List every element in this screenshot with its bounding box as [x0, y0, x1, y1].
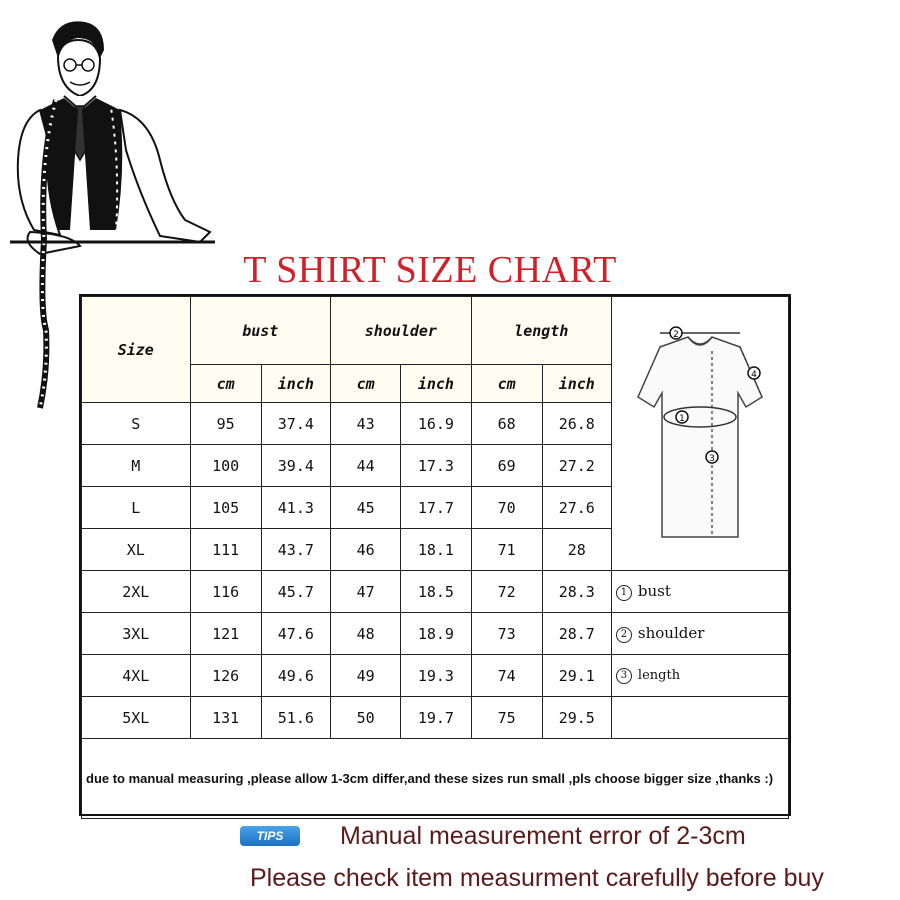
shoulder-cm-cell: 50 — [331, 697, 401, 739]
length-inch-cell: 28.7 — [542, 613, 611, 655]
shoulder-cm-cell: 47 — [331, 571, 401, 613]
shoulder-inch-cell: 18.9 — [401, 613, 471, 655]
bust-cm-cell: 126 — [190, 655, 261, 697]
length-cm-cell: 74 — [471, 655, 542, 697]
table-row — [82, 613, 789, 655]
legend-bust — [611, 571, 788, 613]
shoulder-inch-cell: 17.7 — [401, 487, 471, 529]
tips-badge: TIPS — [240, 826, 300, 846]
bust-inch-cell: 43.7 — [261, 529, 330, 571]
length-inch-cell: 27.2 — [542, 445, 611, 487]
legend-shoulder — [611, 613, 788, 655]
size-cell: 2XL — [82, 571, 191, 613]
shirt-diagram-cell — [611, 297, 788, 571]
legend-num-3-icon: 3 — [616, 668, 632, 684]
bust-inch-cell: 39.4 — [261, 445, 330, 487]
size-cell: S — [82, 403, 191, 445]
shoulder-inch-cell: 17.3 — [401, 445, 471, 487]
bust-cm-cell: 95 — [190, 403, 261, 445]
length-inch-cell: 29.1 — [542, 655, 611, 697]
bust-cm-cell: 121 — [190, 613, 261, 655]
unit-length-inch: inch — [542, 365, 611, 403]
size-header: Size — [82, 297, 191, 403]
marker-4-label: 4 — [751, 369, 757, 380]
shoulder-inch-cell: 18.1 — [401, 529, 471, 571]
tips-line-2: Please check item measurment carefully before buy — [250, 864, 824, 892]
length-cm-cell: 68 — [471, 403, 542, 445]
bust-inch-cell: 47.6 — [261, 613, 330, 655]
size-cell: XL — [82, 529, 191, 571]
size-cell: L — [82, 487, 191, 529]
bust-inch-cell: 51.6 — [261, 697, 330, 739]
shoulder-header: shoulder — [331, 297, 472, 365]
legend-num-1-icon: 1 — [616, 585, 632, 601]
legend-label: shoulder — [637, 624, 705, 642]
bust-cm-cell: 105 — [190, 487, 261, 529]
legend-label: length — [637, 667, 681, 683]
shoulder-inch-cell: 18.5 — [401, 571, 471, 613]
size-cell: 5XL — [82, 697, 191, 739]
shoulder-cm-cell: 45 — [331, 487, 401, 529]
unit-shoulder-cm: cm — [331, 365, 401, 403]
bust-cm-cell: 131 — [190, 697, 261, 739]
size-cell: M — [82, 445, 191, 487]
unit-shoulder-inch: inch — [401, 365, 471, 403]
unit-length-cm: cm — [471, 365, 542, 403]
bust-cm-cell: 111 — [190, 529, 261, 571]
length-cm-cell: 70 — [471, 487, 542, 529]
size-cell: 3XL — [82, 613, 191, 655]
size-chart-sheet — [79, 294, 791, 816]
shoulder-inch-cell: 19.3 — [401, 655, 471, 697]
shoulder-inch-cell: 19.7 — [401, 697, 471, 739]
marker-2-label: 2 — [673, 329, 679, 340]
shoulder-cm-cell: 48 — [331, 613, 401, 655]
legend-length — [611, 655, 788, 697]
size-cell: 4XL — [82, 655, 191, 697]
bust-inch-cell: 49.6 — [261, 655, 330, 697]
empty-cell — [611, 697, 788, 739]
legend-num-2-icon: 2 — [616, 627, 632, 643]
length-inch-cell: 29.5 — [542, 697, 611, 739]
length-cm-cell: 72 — [471, 571, 542, 613]
shoulder-cm-cell: 43 — [331, 403, 401, 445]
marker-3-label: 3 — [709, 453, 715, 464]
length-header: length — [471, 297, 611, 365]
length-cm-cell: 71 — [471, 529, 542, 571]
length-cm-cell: 73 — [471, 613, 542, 655]
bust-cm-cell: 100 — [190, 445, 261, 487]
table-row — [82, 697, 789, 739]
chart-title: T SHIRT SIZE CHART — [243, 249, 617, 291]
length-inch-cell: 28 — [542, 529, 611, 571]
shoulder-cm-cell: 49 — [331, 655, 401, 697]
length-inch-cell: 28.3 — [542, 571, 611, 613]
shoulder-cm-cell: 46 — [331, 529, 401, 571]
table-row — [82, 655, 789, 697]
length-cm-cell: 69 — [471, 445, 542, 487]
sizing-notice: due to manual measuring ,please allow 1-3cm differ,and these sizes run small ,pls choose bigger size ,thanks :) — [82, 739, 789, 819]
shoulder-inch-cell: 16.9 — [401, 403, 471, 445]
tips-line-1: Manual measurement error of 2-3cm — [340, 822, 746, 850]
shoulder-cm-cell: 44 — [331, 445, 401, 487]
length-inch-cell: 27.6 — [542, 487, 611, 529]
bust-cm-cell: 116 — [190, 571, 261, 613]
bust-inch-cell: 37.4 — [261, 403, 330, 445]
size-table — [81, 296, 789, 819]
bust-inch-cell: 41.3 — [261, 487, 330, 529]
unit-bust-inch: inch — [261, 365, 330, 403]
shirt-diagram — [612, 307, 788, 557]
table-row — [82, 571, 789, 613]
length-cm-cell: 75 — [471, 697, 542, 739]
legend-label: bust — [637, 582, 671, 600]
bust-header: bust — [190, 297, 330, 365]
length-inch-cell: 26.8 — [542, 403, 611, 445]
bust-inch-cell: 45.7 — [261, 571, 330, 613]
unit-bust-cm: cm — [190, 365, 261, 403]
marker-1-label: 1 — [679, 413, 685, 424]
